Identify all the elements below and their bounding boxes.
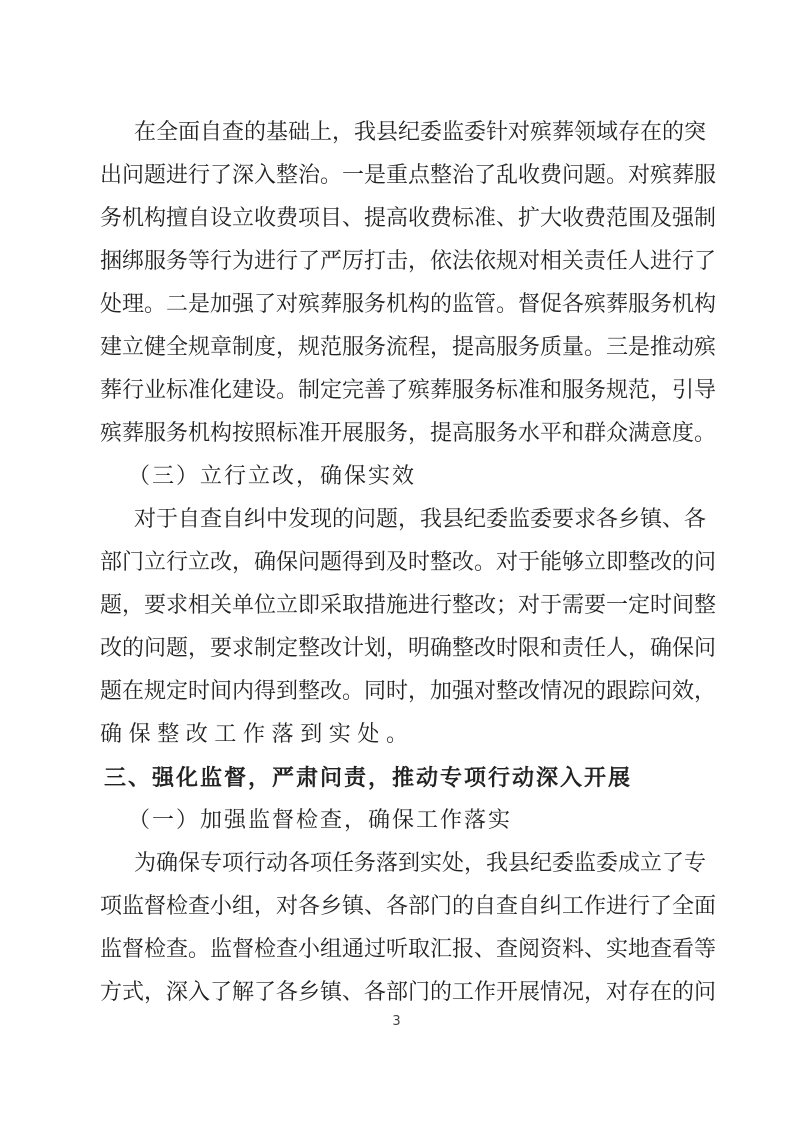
paragraph-line: 题，要求相关单位立即采取措施进行整改；对于需要一定时间整 [100, 593, 717, 618]
section-heading: 三、强化监督，严肃问责，推动专项行动深入开展 [104, 765, 633, 791]
paragraph-line: 方式，深入了解了各乡镇、各部门的工作开展情况，对存在的问 [100, 980, 717, 1005]
paragraph-line: 处理。二是加强了对殡葬服务机构的监管。督促各殡葬服务机构 [100, 292, 717, 317]
paragraph-line: 监督检查。监督检查小组通过听取汇报、查阅资料、实地查看等 [100, 937, 717, 962]
paragraph-line: 对于自查自纠中发现的问题，我县纪委监委要求各乡镇、各 [134, 507, 707, 532]
paragraph-line: 殡葬服务机构按照标准开展服务，提高服务水平和群众满意度。 [100, 421, 717, 446]
paragraph-line: 为确保专项行动各项任务落到实处，我县纪委监委成立了专 [134, 851, 707, 876]
paragraph-line: 确保整改工作落到实处。 [100, 722, 415, 747]
paragraph-line: 部门立行立改，确保问题得到及时整改。对于能够立即整改的问 [100, 550, 717, 575]
subsection-heading: （三）立行立改，确保实效 [128, 464, 417, 489]
paragraph-line: 出问题进行了深入整治。一是重点整治了乱收费问题。对殡葬服 [100, 163, 717, 188]
page-number: 3 [392, 1014, 401, 1029]
paragraph-line: 葬行业标准化建设。制定完善了殡葬服务标准和服务规范，引导 [100, 378, 717, 403]
paragraph-line: 改的问题，要求制定整改计划，明确整改时限和责任人，确保问 [100, 636, 717, 661]
paragraph-line: 建立健全规章制度，规范服务流程，提高服务质量。三是推动殡 [100, 335, 717, 360]
paragraph-line: 务机构擅自设立收费项目、提高收费标准、扩大收费范围及强制 [100, 206, 717, 231]
paragraph-line: 项监督检查小组，对各乡镇、各部门的自查自纠工作进行了全面 [100, 894, 717, 919]
paragraph-line: 在全面自查的基础上，我县纪委监委针对殡葬领域存在的突 [134, 120, 707, 145]
paragraph-line: 捆绑服务等行为进行了严厉打击，依法依规对相关责任人进行了 [100, 249, 717, 274]
paragraph-line: 题在规定时间内得到整改。同时，加强对整改情况的跟踪问效， [100, 679, 717, 704]
subsection-heading: （一）加强监督检查，确保工作落实 [128, 808, 513, 833]
